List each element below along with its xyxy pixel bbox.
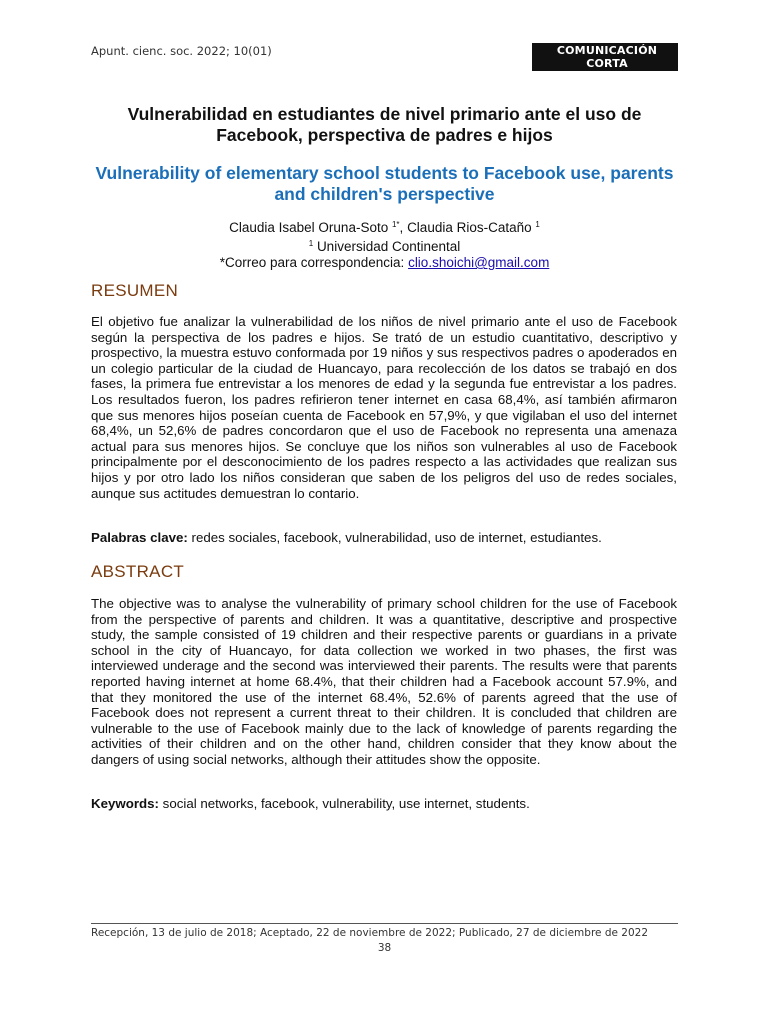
resumen-keywords-label: Palabras clave: — [91, 530, 188, 545]
email-link[interactable]: clio.shoichi@gmail.com — [408, 255, 550, 270]
footer-dates: Recepción, 13 de julio de 2018; Aceptado, 22 de noviembre de 2022; Publicado, 27 de diciembre de 2022 — [91, 927, 649, 939]
author-1-sup: 1* — [391, 220, 400, 229]
article-type-badge: COMUNICACIÓN CORTA — [532, 43, 678, 71]
title-english: Vulnerability of elementary school students to Facebook use, parents and children's perspective — [95, 163, 674, 204]
author-2: Claudia Rios-Cataño — [407, 220, 532, 235]
author-1: Claudia Isabel Oruna-Soto — [229, 220, 389, 235]
resumen-body: El objetivo fue analizar la vulnerabilidad de los niños de nivel primario ante el uso de Facebook según la perspectiva de los padres e hijos. Se trató de un estudio cuantitativo, descriptivo y prospectivo, la muestra estuvo conformada por 19 niños y sus respectivos padres o apoderados en un colegio particular de la ciudad de Huancayo, para recolección de los datos se trabajó en dos fases, la primera fue entrevistar a los menores de edad y la segunda fue entrevistar a los padres. Los resultados fueron, los padres refirieron tener internet en casa 68,4%, así también afirmaron que sus menores hijos poseían cuenta de Facebook en 57,9%, y que vigilaban el uso del internet 68,4%, un 52,6% de padres concordaron que el uso de Facebook no representa una amenaza actual para sus menores hijos. Se concluye que los niños son vulnerables al uso de Facebook principalmente por el desconocimiento de los padres respecto a las actividades que realizan sus hijos y por otro lado los niños consideran que saben de los peligros del uso de redes sociales, aunque sus actitudes demuestran lo contario. — [91, 314, 677, 501]
page-number: 38 — [377, 942, 392, 954]
abstract-keywords — [91, 796, 677, 812]
resumen-keywords — [91, 530, 677, 546]
abstract-body: The objective was to analyse the vulnerability of primary school children for the use of Facebook from the perspective of parents and children. It was a quantitative, descriptive and prospective study, the sample consisted of 19 children and their respective parents or guardians in a private school in the city of Huancayo, for data collection we worked in two phases, the first was interviewed underage and the second was interviewed their parents. The results were that parents reported having internet at home 68.4%, that their children had a Facebook account 57.9%, and that they monitored the use of the internet 68.4%, 52.6% of parents agreed that the use of Facebook does not represent a current threat to their children. It is concluded that children are vulnerable to the use of Facebook mainly due to the lack of knowledge of parents regarding the activities of their children and on the other hand, children consider that they know about the dangers of using social networks, although their attitudes show the opposite. — [91, 596, 677, 767]
correspondence-label: *Correo para correspondencia: — [219, 255, 405, 270]
title-spanish: Vulnerabilidad en estudiantes de nivel primario ante el uso de Facebook, perspectiva de padres e hijos — [127, 104, 642, 145]
page-header — [91, 42, 678, 70]
author-2-sup: 1 — [535, 220, 540, 229]
authors-block — [91, 217, 678, 271]
resumen-heading: RESUMEN — [91, 281, 179, 300]
abstract-keywords-label: Keywords: — [91, 796, 159, 811]
journal-citation: Apunt. cienc. soc. 2022; 10(01) — [91, 44, 272, 58]
author-separator: , — [399, 220, 408, 235]
abstract-heading: ABSTRACT — [91, 562, 185, 581]
resumen-keywords-text: redes sociales, facebook, vulnerabilidad, uso de internet, estudiantes. — [187, 530, 602, 545]
affiliation: Universidad Continental — [316, 239, 461, 254]
abstract-keywords-text: social networks, facebook, vulnerability, use internet, students. — [158, 796, 530, 811]
correspondence-line — [91, 255, 678, 271]
footer-divider — [91, 923, 678, 924]
affiliation-sup: 1 — [308, 239, 314, 248]
author-line — [91, 217, 678, 236]
affiliation-line — [91, 236, 678, 255]
